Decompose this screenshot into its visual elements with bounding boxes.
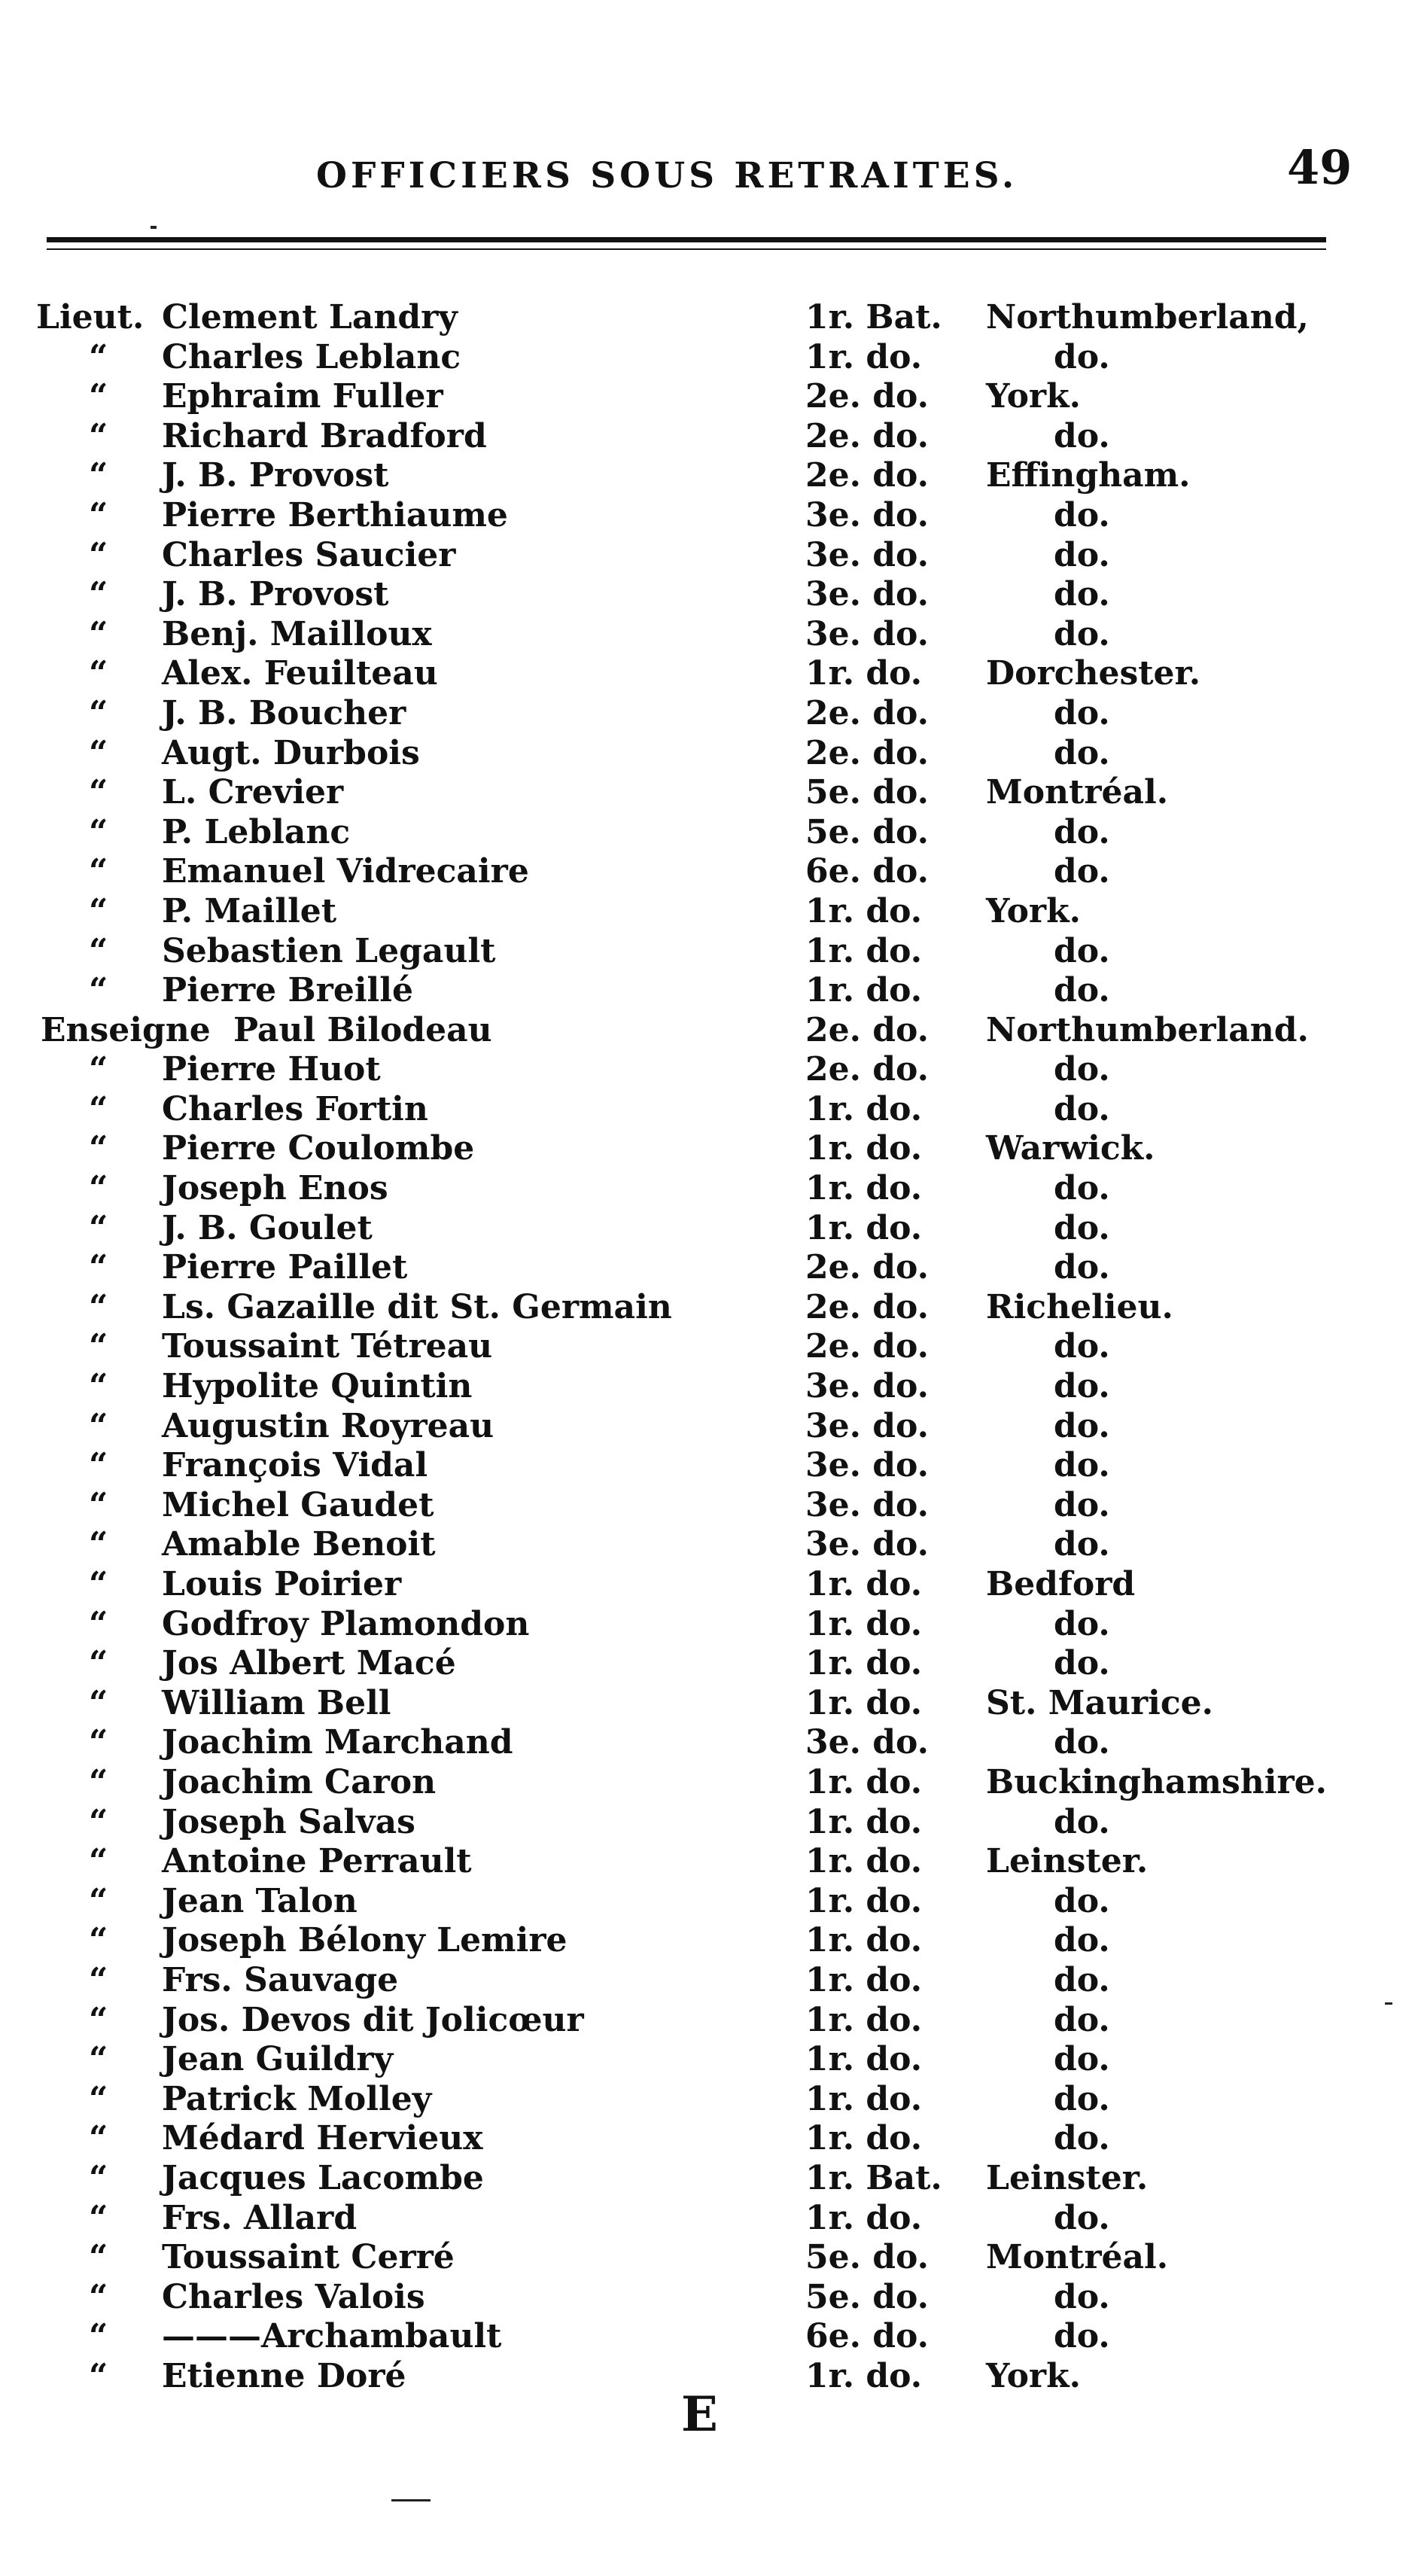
officer-name: Joseph Salvas: [162, 1802, 415, 1841]
county: do.: [1054, 1960, 1110, 1999]
ditto-mark: “: [89, 1287, 108, 1326]
officer-row: [0, 1882, 1421, 1922]
officer-row: [0, 1129, 1421, 1169]
officer-name: Hypolite Quintin: [162, 1367, 473, 1406]
officer-name: J. B. Provost: [162, 456, 389, 495]
battalion: 3e. do.: [805, 535, 929, 574]
battalion: 1r. do.: [805, 1644, 923, 1683]
officer-name: Pierre Breillé: [162, 971, 413, 1010]
officer-name: Etienne Doré: [162, 2356, 406, 2395]
officer-name: Pierre Coulombe: [162, 1129, 475, 1168]
ditto-mark: “: [89, 1960, 108, 1999]
officer-row: [0, 575, 1421, 615]
officer-name: Alex. Feuilteau: [162, 654, 438, 693]
officer-name: Godfroy Plamondon: [162, 1604, 530, 1643]
officer-row: [0, 1723, 1421, 1763]
battalion: 3e. do.: [805, 575, 929, 614]
officer-name: Clement Landry: [162, 298, 458, 336]
county: York.: [986, 891, 1081, 930]
ditto-mark: “: [89, 2198, 108, 2237]
ditto-mark: “: [89, 535, 108, 574]
officer-row: [0, 1644, 1421, 1684]
battalion: 1r. do.: [805, 1881, 923, 1920]
officer-row: [0, 417, 1421, 457]
ditto-mark: “: [89, 693, 108, 732]
county: do.: [1054, 1921, 1110, 1960]
battalion: 2e. do.: [805, 416, 929, 455]
county: do.: [1054, 575, 1110, 614]
county: do.: [1054, 1248, 1110, 1287]
battalion: 1r. do.: [805, 1129, 923, 1168]
battalion: 1r. do.: [805, 1802, 923, 1841]
page-header: [0, 132, 1421, 200]
battalion: 1r. do.: [805, 1565, 923, 1603]
ditto-mark: “: [89, 2317, 108, 2356]
officer-name: Joseph Enos: [162, 1169, 388, 1208]
county: do.: [1054, 2198, 1110, 2237]
county: do.: [1054, 1327, 1110, 1366]
officer-row: [0, 1684, 1421, 1724]
officer-name: Amable Benoit: [162, 1525, 436, 1564]
battalion: 5e. do.: [805, 773, 929, 812]
officer-name: Jean Guildry: [162, 2040, 394, 2079]
county: do.: [1054, 2079, 1110, 2118]
officer-row: [0, 892, 1421, 932]
county: do.: [1054, 2000, 1110, 2039]
officer-name: Joachim Caron: [162, 1762, 437, 1801]
officer-row: [0, 1050, 1421, 1090]
officer-name: Ephraim Fuller: [162, 377, 443, 416]
officer-name: Emanuel Vidrecaire: [162, 852, 529, 891]
ditto-mark: “: [89, 1050, 108, 1089]
battalion: 6e. do.: [805, 2317, 929, 2356]
battalion: 1r. do.: [805, 1842, 923, 1881]
battalion: 3e. do.: [805, 1446, 929, 1485]
officer-row: [0, 2317, 1421, 2357]
battalion: 1r. do.: [805, 2198, 923, 2237]
officer-row: [0, 1209, 1421, 1249]
officer-name: Pierre Berthiaume: [162, 495, 508, 534]
ditto-mark: “: [89, 1525, 108, 1564]
county: do.: [1054, 337, 1110, 376]
ditto-mark: “: [89, 852, 108, 891]
county: do.: [1054, 2317, 1110, 2356]
officer-row: [0, 1407, 1421, 1447]
officer-row: [0, 971, 1421, 1011]
ditto-mark: “: [89, 1604, 108, 1643]
print-speck: [391, 2499, 431, 2501]
officer-row: [0, 1446, 1421, 1486]
officer-row: [0, 615, 1421, 655]
officer-row: [0, 813, 1421, 853]
county: do.: [1054, 852, 1110, 891]
county: York.: [986, 2356, 1081, 2395]
battalion: 2e. do.: [805, 733, 929, 772]
officer-name: Ls. Gazaille dit St. Germain: [162, 1287, 672, 1326]
battalion: 1r. do.: [805, 1762, 923, 1801]
battalion: 1r. do.: [805, 891, 923, 930]
officer-row: [0, 1288, 1421, 1328]
officer-name: Médard Hervieux: [162, 2119, 483, 2158]
officer-list: [0, 298, 1421, 2396]
battalion: 1r. do.: [805, 931, 923, 970]
officer-name: Sebastien Legault: [162, 931, 496, 970]
ditto-mark: “: [89, 2119, 108, 2158]
officer-row: [0, 2278, 1421, 2318]
battalion: 1r. do.: [805, 1089, 923, 1128]
county: do.: [1054, 971, 1110, 1010]
officer-name: Jean Talon: [162, 1881, 358, 1920]
battalion: 2e. do.: [805, 1327, 929, 1366]
county: do.: [1054, 2277, 1110, 2316]
battalion: 1r. do.: [805, 337, 923, 376]
battalion: 5e. do.: [805, 2238, 929, 2277]
battalion: 3e. do.: [805, 1485, 929, 1524]
officer-name: P. Leblanc: [162, 812, 351, 851]
officer-row: [0, 456, 1421, 496]
battalion: 3e. do.: [805, 1525, 929, 1564]
ditto-mark: “: [89, 1842, 108, 1881]
battalion: 3e. do.: [805, 614, 929, 653]
ditto-mark: “: [89, 337, 108, 376]
officer-row: [0, 1169, 1421, 1209]
officer-row: [0, 2199, 1421, 2239]
battalion: 3e. do.: [805, 1723, 929, 1762]
ditto-mark: “: [89, 2277, 108, 2316]
county: Effingham.: [986, 456, 1191, 495]
officer-row: [0, 536, 1421, 576]
officer-name: Richard Bradford: [162, 416, 487, 455]
officer-name: J. B. Goulet: [162, 1208, 373, 1247]
ditto-mark: “: [89, 1129, 108, 1168]
county: do.: [1054, 693, 1110, 732]
officer-row: [0, 2119, 1421, 2159]
county: Montréal.: [986, 2238, 1169, 2277]
battalion: 1r. do.: [805, 1960, 923, 1999]
officer-name: Jos Albert Macé: [162, 1644, 456, 1683]
ditto-mark: “: [89, 1327, 108, 1366]
officer-name: Jos. Devos dit Jolicœur: [162, 2000, 584, 2039]
ditto-mark: “: [89, 1406, 108, 1445]
officer-name: Charles Fortin: [162, 1089, 428, 1128]
county: do.: [1054, 812, 1110, 851]
rank-label: Enseigne: [41, 1010, 211, 1049]
battalion: 2e. do.: [805, 456, 929, 495]
officer-name: Charles Saucier: [162, 535, 456, 574]
officer-row: [0, 1486, 1421, 1526]
ditto-mark: “: [89, 1921, 108, 1960]
signature-mark: E: [681, 2386, 718, 2443]
ditto-mark: “: [89, 1367, 108, 1406]
battalion: 2e. do.: [805, 377, 929, 416]
county: do.: [1054, 1089, 1110, 1128]
battalion: 1r. do.: [805, 2000, 923, 2039]
battalion: 6e. do.: [805, 852, 929, 891]
officer-row: [0, 496, 1421, 536]
officer-name: Joseph Bélony Lemire: [162, 1921, 567, 1960]
battalion: 1r. do.: [805, 2119, 923, 2158]
officer-name: J. B. Boucher: [162, 693, 406, 732]
officer-name: Frs. Allard: [162, 2198, 358, 2237]
county: York.: [986, 377, 1081, 416]
officer-row: [0, 1565, 1421, 1605]
battalion: 3e. do.: [805, 495, 929, 534]
officer-row: [0, 852, 1421, 892]
officer-name: Frs. Sauvage: [162, 1960, 399, 1999]
county: do.: [1054, 1525, 1110, 1564]
officer-row: [0, 2001, 1421, 2041]
battalion: 2e. do.: [805, 1010, 929, 1049]
officer-name: Paul Bilodeau: [233, 1010, 492, 1049]
officer-row: [0, 734, 1421, 774]
county: do.: [1054, 2119, 1110, 2158]
officer-row: [0, 654, 1421, 694]
officer-row: [0, 1248, 1421, 1288]
battalion: 1r. do.: [805, 1921, 923, 1960]
ditto-mark: “: [89, 773, 108, 812]
ditto-mark: “: [89, 416, 108, 455]
ditto-mark: “: [89, 971, 108, 1010]
officer-name: Charles Leblanc: [162, 337, 461, 376]
battalion: 5e. do.: [805, 2277, 929, 2316]
battalion: 1r. do.: [805, 971, 923, 1010]
officer-row: [0, 694, 1421, 734]
officer-row: [0, 2159, 1421, 2199]
officer-name: Louis Poirier: [162, 1565, 402, 1603]
ditto-mark: “: [89, 614, 108, 653]
battalion: 1r. do.: [805, 654, 923, 693]
officer-row: [0, 2238, 1421, 2278]
header-rule-thin: [47, 248, 1326, 250]
battalion: 1r. do.: [805, 2079, 923, 2118]
ditto-mark: “: [89, 654, 108, 693]
battalion: 1r. do.: [805, 2356, 923, 2395]
battalion: 2e. do.: [805, 1248, 929, 1287]
county: do.: [1054, 495, 1110, 534]
county: do.: [1054, 1485, 1110, 1524]
ditto-mark: “: [89, 2356, 108, 2395]
county: Richelieu.: [986, 1287, 1173, 1326]
officer-row: [0, 1803, 1421, 1843]
rank-label: Lieut.: [36, 298, 145, 336]
county: do.: [1054, 2040, 1110, 2079]
county: do.: [1054, 1881, 1110, 1920]
county: do.: [1054, 1208, 1110, 1247]
ditto-mark: “: [89, 931, 108, 970]
battalion: 1r. do.: [805, 1604, 923, 1643]
county: do.: [1054, 1446, 1110, 1485]
officer-name: Antoine Perrault: [162, 1842, 472, 1881]
county: Warwick.: [986, 1129, 1155, 1168]
county: do.: [1054, 614, 1110, 653]
ditto-mark: “: [89, 733, 108, 772]
ditto-mark: “: [89, 456, 108, 495]
battalion: 1r. do.: [805, 2040, 923, 2079]
officer-row: [0, 1961, 1421, 2001]
officer-name: François Vidal: [162, 1446, 428, 1485]
county: Dorchester.: [986, 654, 1201, 693]
page-title: OFFICIERS SOUS RETRAITES.: [316, 155, 1018, 196]
officer-name: Augt. Durbois: [162, 733, 420, 772]
ditto-mark: “: [89, 1802, 108, 1841]
county: do.: [1054, 733, 1110, 772]
officer-row: [0, 1921, 1421, 1961]
battalion: 1r. Bat.: [805, 2158, 942, 2197]
page-number: 49: [1287, 140, 1353, 195]
county: Bedford: [986, 1565, 1136, 1603]
officer-name: Pierre Huot: [162, 1050, 381, 1089]
battalion: 1r. do.: [805, 1208, 923, 1247]
ditto-mark: “: [89, 2000, 108, 2039]
ditto-mark: “: [89, 1881, 108, 1920]
officer-row: [0, 1090, 1421, 1130]
county: do.: [1054, 1723, 1110, 1762]
ditto-mark: “: [89, 1683, 108, 1722]
battalion: 1r. do.: [805, 1683, 923, 1722]
officer-name: Charles Valois: [162, 2277, 425, 2316]
ditto-mark: “: [89, 377, 108, 416]
battalion: 2e. do.: [805, 1287, 929, 1326]
ditto-mark: “: [89, 2079, 108, 2118]
officer-name: Joachim Marchand: [162, 1723, 513, 1762]
battalion: 5e. do.: [805, 812, 929, 851]
county: do.: [1054, 535, 1110, 574]
officer-name: Michel Gaudet: [162, 1485, 434, 1524]
ditto-mark: “: [89, 1723, 108, 1762]
battalion: 1r. Bat.: [805, 298, 942, 336]
officer-row: [0, 1367, 1421, 1407]
officer-row: [0, 1605, 1421, 1645]
battalion: 3e. do.: [805, 1367, 929, 1406]
officer-row: [0, 298, 1421, 338]
ditto-mark: “: [89, 812, 108, 851]
officer-name: Toussaint Cerré: [162, 2238, 455, 2277]
county: do.: [1054, 1406, 1110, 1445]
officer-row: [0, 1842, 1421, 1882]
officer-name: Augustin Royreau: [162, 1406, 494, 1445]
officer-row: [0, 1327, 1421, 1367]
officer-row: [0, 773, 1421, 813]
ditto-mark: “: [89, 1762, 108, 1801]
officer-name: P. Maillet: [162, 891, 337, 930]
ditto-mark: “: [89, 1169, 108, 1208]
ditto-mark: “: [89, 2238, 108, 2277]
county: do.: [1054, 931, 1110, 970]
ditto-mark: “: [89, 495, 108, 534]
county: do.: [1054, 1367, 1110, 1406]
county: St. Maurice.: [986, 1683, 1213, 1722]
county: do.: [1054, 1644, 1110, 1683]
county: do.: [1054, 1604, 1110, 1643]
ditto-mark: “: [89, 1446, 108, 1485]
officer-name: L. Crevier: [162, 773, 344, 812]
officer-name: Benj. Mailloux: [162, 614, 432, 653]
battalion: 2e. do.: [805, 693, 929, 732]
print-speck: [151, 226, 157, 229]
battalion: 2e. do.: [805, 1050, 929, 1089]
ditto-mark: “: [89, 1089, 108, 1128]
county: Leinster.: [986, 1842, 1149, 1881]
officer-name: ———Archambault: [162, 2317, 502, 2356]
officer-name: William Bell: [162, 1683, 391, 1722]
county: Northumberland.: [986, 1010, 1309, 1049]
officer-name: Jacques Lacombe: [162, 2158, 484, 2197]
officer-row: [0, 1525, 1421, 1565]
county: do.: [1054, 1169, 1110, 1208]
officer-name: Toussaint Tétreau: [162, 1327, 493, 1366]
ditto-mark: “: [89, 891, 108, 930]
officer-row: [0, 1011, 1421, 1051]
header-rule-thick: [47, 237, 1326, 242]
ditto-mark: “: [89, 1565, 108, 1603]
ditto-mark: “: [89, 1248, 108, 1287]
county: Northumberland,: [986, 298, 1309, 336]
ditto-mark: “: [89, 2158, 108, 2197]
county: Leinster.: [986, 2158, 1149, 2197]
county: Buckinghamshire.: [986, 1762, 1327, 1801]
officer-row: [0, 2040, 1421, 2080]
county: do.: [1054, 416, 1110, 455]
print-speck: [1385, 2002, 1392, 2005]
county: do.: [1054, 1802, 1110, 1841]
officer-row: [0, 377, 1421, 417]
battalion: 1r. do.: [805, 1169, 923, 1208]
officer-name: Pierre Paillet: [162, 1248, 408, 1287]
county: do.: [1054, 1050, 1110, 1089]
ditto-mark: “: [89, 2040, 108, 2079]
officer-row: [0, 2080, 1421, 2120]
officer-name: J. B. Provost: [162, 575, 389, 614]
officer-row: [0, 932, 1421, 972]
ditto-mark: “: [89, 1208, 108, 1247]
officer-name: Patrick Molley: [162, 2079, 432, 2118]
ditto-mark: “: [89, 575, 108, 614]
battalion: 3e. do.: [805, 1406, 929, 1445]
ditto-mark: “: [89, 1485, 108, 1524]
officer-row: [0, 1763, 1421, 1803]
officer-row: [0, 338, 1421, 378]
county: Montréal.: [986, 773, 1169, 812]
ditto-mark: “: [89, 1644, 108, 1683]
